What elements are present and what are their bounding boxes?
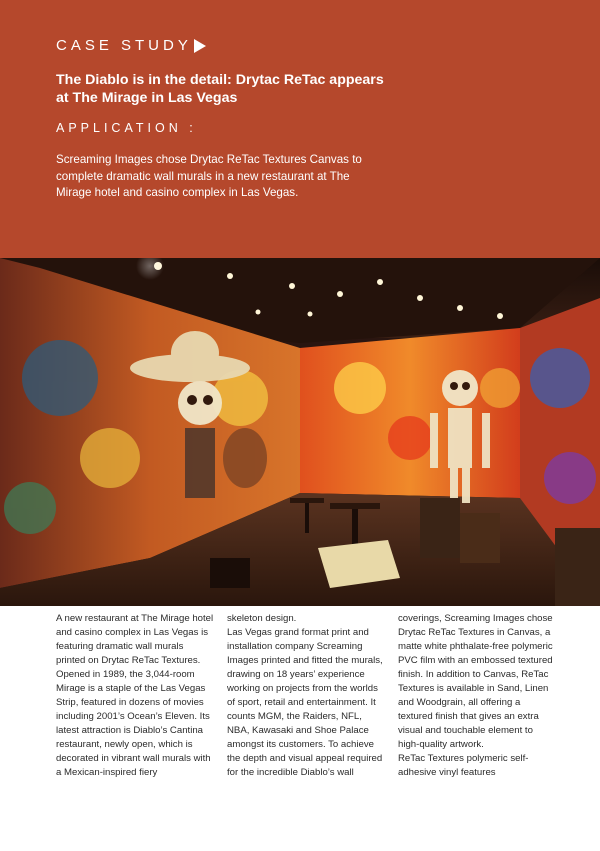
paragraph: Las Vegas grand format print and installation company Screaming Images printed and fitted the murals, drawing on 18 years’ experience working on projects from the worlds of sport, retail and entertainment. It counts MGM, the Raiders, NFL, NBA, Kawasaki and Shoe Palace amongst its customers. To achieve the depth and visual appeal required for the incredible Diablo’s wall [227,627,383,778]
column-2 [227,612,385,780]
intro-paragraph: Screaming Images chose Drytac ReTac Textures Canvas to complete dramatic wall murals in a new restaurant at The Mirage hotel and casino complex in Las Vegas. [56,153,362,199]
restaurant-mural-photo [0,258,600,606]
header-banner [0,0,600,258]
body-text-columns [56,612,556,780]
column-3 [398,612,556,780]
headline: The Diablo is in the detail: Drytac ReTac appears at The Mirage in Las Vegas [56,72,384,106]
case-study-kicker [56,37,206,54]
kicker-text: CASE STUDY [56,37,192,54]
column-1 [56,612,214,780]
play-arrow-icon [194,39,206,53]
paragraph: skeleton design. [227,613,297,624]
paragraph: A new restaurant at The Mirage hotel and casino complex in Las Vegas is featuring dramatic wall murals printed on Drytac ReTac Textures. [56,613,214,666]
paragraph: coverings, Screaming Images chose Drytac ReTac Textures in Canvas, a matte white phthalate-free polymeric PVC film with an embossed textured finish. In addition to Canvas, ReTac Textures is available in Sand, Linen and Woodgrain, all offering a textured finish that gives an extra visual and touchable element to high-quality artwork. [398,613,553,750]
paragraph: Opened in 1989, the 3,044-room Mirage is a staple of the Las Vegas Strip, featured in dozens of movies including 2001’s Ocean’s Eleven. Its latest attraction is Diablo’s Cantina restaurant, newly open, which is decorated in vibrant wall murals with a Mexican-inspired fiery [56,669,211,778]
mural-illustration [0,258,600,606]
paragraph: ReTac Textures polymeric self-adhesive vinyl features [398,753,529,778]
application-label: APPLICATION : [56,121,197,135]
